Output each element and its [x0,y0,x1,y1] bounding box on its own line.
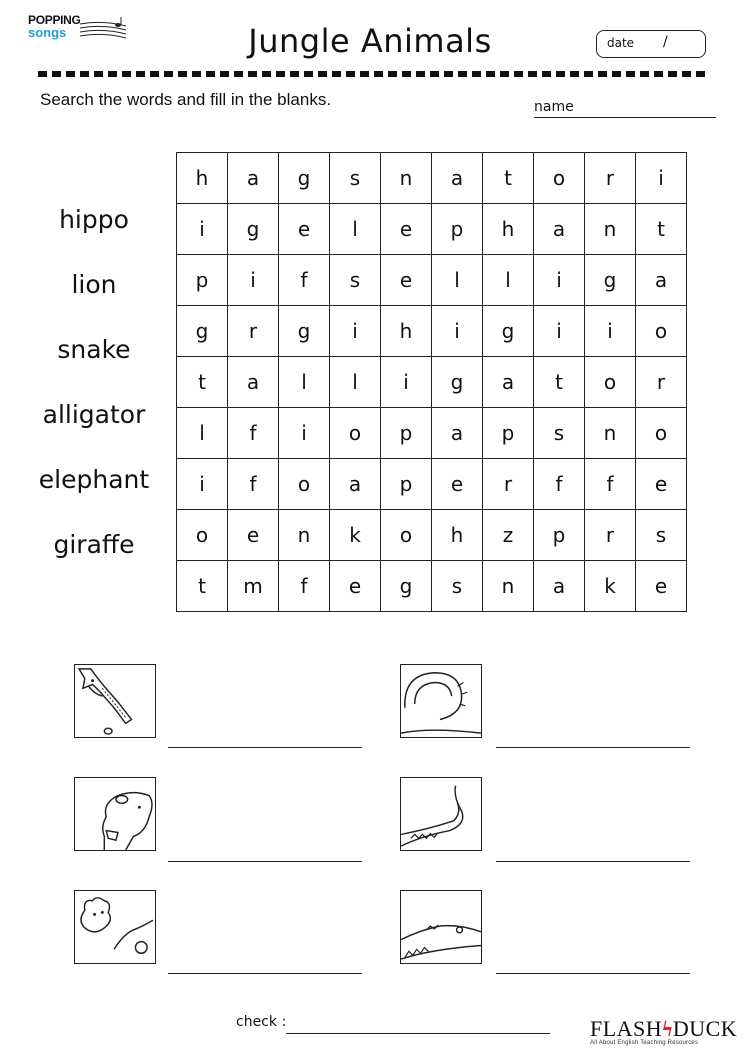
check-label: check : [236,1014,287,1030]
grid-cell[interactable]: r [483,459,534,510]
grid-cell[interactable]: a [330,459,381,510]
grid-cell[interactable]: o [330,408,381,459]
music-staff-icon [78,16,128,42]
grid-cell[interactable]: k [330,510,381,561]
grid-cell[interactable]: f [279,255,330,306]
grid-cell[interactable]: l [330,204,381,255]
grid-cell[interactable]: o [636,306,687,357]
snake-icon [401,665,481,737]
word-snake: snake [57,335,131,364]
date-label: date [607,36,635,50]
grid-cell[interactable]: r [228,306,279,357]
grid-cell[interactable]: p [381,459,432,510]
grid-cell[interactable]: p [432,204,483,255]
grid-cell[interactable]: i [534,255,585,306]
grid-cell[interactable]: a [432,408,483,459]
grid-cell[interactable]: h [483,204,534,255]
hippo-picture [74,777,156,851]
grid-cell[interactable]: s [330,153,381,204]
grid-cell[interactable]: p [483,408,534,459]
giraffe-picture [74,664,156,738]
alligator-tail-icon [401,778,481,850]
lightning-icon: ϟ [662,1016,673,1041]
grid-row [177,153,687,204]
answer-line-4[interactable] [496,861,690,862]
grid-cell[interactable]: o [279,459,330,510]
grid-cell[interactable]: p [381,408,432,459]
grid-cell[interactable]: l [177,408,228,459]
grid-cell[interactable]: o [381,510,432,561]
grid-cell[interactable]: r [585,510,636,561]
word-lion: lion [71,270,117,299]
grid-cell[interactable]: g [483,306,534,357]
lion-icon [75,891,155,963]
answer-line-5[interactable] [168,973,362,974]
grid-cell[interactable]: i [534,306,585,357]
alligator-tail-picture [400,777,482,851]
answer-line-1[interactable] [168,747,362,748]
grid-cell[interactable]: e [279,204,330,255]
grid-cell[interactable]: m [228,561,279,612]
grid-cell[interactable]: e [432,459,483,510]
grid-cell[interactable]: f [534,459,585,510]
grid-cell[interactable]: f [279,561,330,612]
grid-cell[interactable]: g [228,204,279,255]
grid-cell[interactable]: z [483,510,534,561]
grid-cell[interactable]: g [279,306,330,357]
grid-cell[interactable]: e [228,510,279,561]
grid-cell[interactable]: r [636,357,687,408]
grid-cell[interactable]: t [636,204,687,255]
grid-row [177,255,687,306]
date-field[interactable] [596,30,706,58]
instructions: Search the words and fill in the blanks. [40,90,332,109]
grid-cell[interactable]: o [534,153,585,204]
grid-cell[interactable]: i [636,153,687,204]
grid-cell[interactable]: t [534,357,585,408]
grid-cell[interactable]: a [534,204,585,255]
grid-cell[interactable]: o [585,357,636,408]
date-separator: / [663,34,668,50]
answer-line-6[interactable] [496,973,690,974]
grid-cell[interactable]: a [228,357,279,408]
brand-right: DUCK [672,1016,738,1041]
grid-cell[interactable]: s [330,255,381,306]
answer-line-3[interactable] [168,861,362,862]
grid-cell[interactable]: s [636,510,687,561]
grid-cell[interactable]: a [636,255,687,306]
word-alligator: alligator [42,400,146,429]
grid-cell[interactable]: s [432,561,483,612]
grid-cell[interactable]: p [534,510,585,561]
giraffe-icon [75,665,155,737]
grid-cell[interactable]: f [585,459,636,510]
word-giraffe: giraffe [53,530,135,559]
word-search-grid [176,152,687,612]
grid-cell[interactable]: i [279,408,330,459]
grid-row [177,561,687,612]
grid-cell[interactable]: l [483,255,534,306]
alligator-icon [401,891,481,963]
grid-row [177,408,687,459]
word-hippo: hippo [59,205,129,234]
grid-cell[interactable]: h [432,510,483,561]
popping-songs-logo [28,14,128,50]
alligator-picture [400,890,482,964]
grid-cell[interactable]: i [330,306,381,357]
grid-cell[interactable]: l [432,255,483,306]
name-line[interactable] [534,117,716,118]
grid-row [177,204,687,255]
brand-tagline: All About English Teaching Resources [590,1040,699,1046]
grid-cell[interactable]: h [381,306,432,357]
grid-cell[interactable]: o [177,510,228,561]
grid-cell[interactable]: e [381,204,432,255]
grid-cell[interactable]: i [585,306,636,357]
grid-cell[interactable]: e [330,561,381,612]
grid-cell[interactable]: f [228,408,279,459]
grid-cell[interactable]: k [585,561,636,612]
grid-cell[interactable]: n [279,510,330,561]
grid-cell[interactable]: g [585,255,636,306]
word-list [34,205,154,595]
grid-cell[interactable]: a [432,153,483,204]
page-title: Jungle Animals [248,22,492,60]
lion-picture [74,890,156,964]
grid-cell[interactable]: i [381,357,432,408]
check-line[interactable] [286,1033,550,1034]
brand-left: FLASH [590,1016,663,1041]
grid-cell[interactable]: a [228,153,279,204]
grid-cell[interactable]: f [228,459,279,510]
logo-line2: songs [28,25,67,40]
snake-picture [400,664,482,738]
grid-cell[interactable]: i [228,255,279,306]
grid-row [177,357,687,408]
word-elephant: elephant [38,465,150,494]
grid-cell[interactable]: p [177,255,228,306]
logo-line1: POPPING [28,13,81,27]
answer-line-2[interactable] [496,747,690,748]
grid-cell[interactable]: n [381,153,432,204]
grid-cell[interactable]: g [432,357,483,408]
grid-cell[interactable]: g [381,561,432,612]
grid-cell[interactable]: g [177,306,228,357]
grid-cell[interactable]: a [483,357,534,408]
grid-cell[interactable]: t [177,561,228,612]
name-label: name [534,99,574,115]
grid-cell[interactable]: o [636,408,687,459]
dashed-divider [38,70,710,78]
flash-duck-logo [590,1016,738,1050]
grid-cell[interactable]: e [636,561,687,612]
grid-cell[interactable]: n [483,561,534,612]
grid-row [177,459,687,510]
grid-cell[interactable]: n [585,408,636,459]
grid-cell[interactable]: h [177,153,228,204]
grid-cell[interactable]: e [636,459,687,510]
hippo-icon [75,778,155,850]
grid-cell[interactable]: t [177,357,228,408]
grid-cell[interactable]: i [177,204,228,255]
grid-cell[interactable]: t [483,153,534,204]
grid-row [177,510,687,561]
grid-cell[interactable]: l [279,357,330,408]
grid-cell[interactable]: r [585,153,636,204]
grid-cell[interactable]: i [432,306,483,357]
grid-cell[interactable]: e [381,255,432,306]
grid-cell[interactable]: s [534,408,585,459]
grid-cell[interactable]: g [279,153,330,204]
grid-row [177,306,687,357]
grid-cell[interactable]: i [177,459,228,510]
grid-cell[interactable]: a [534,561,585,612]
grid-cell[interactable]: l [330,357,381,408]
grid-cell[interactable]: n [585,204,636,255]
